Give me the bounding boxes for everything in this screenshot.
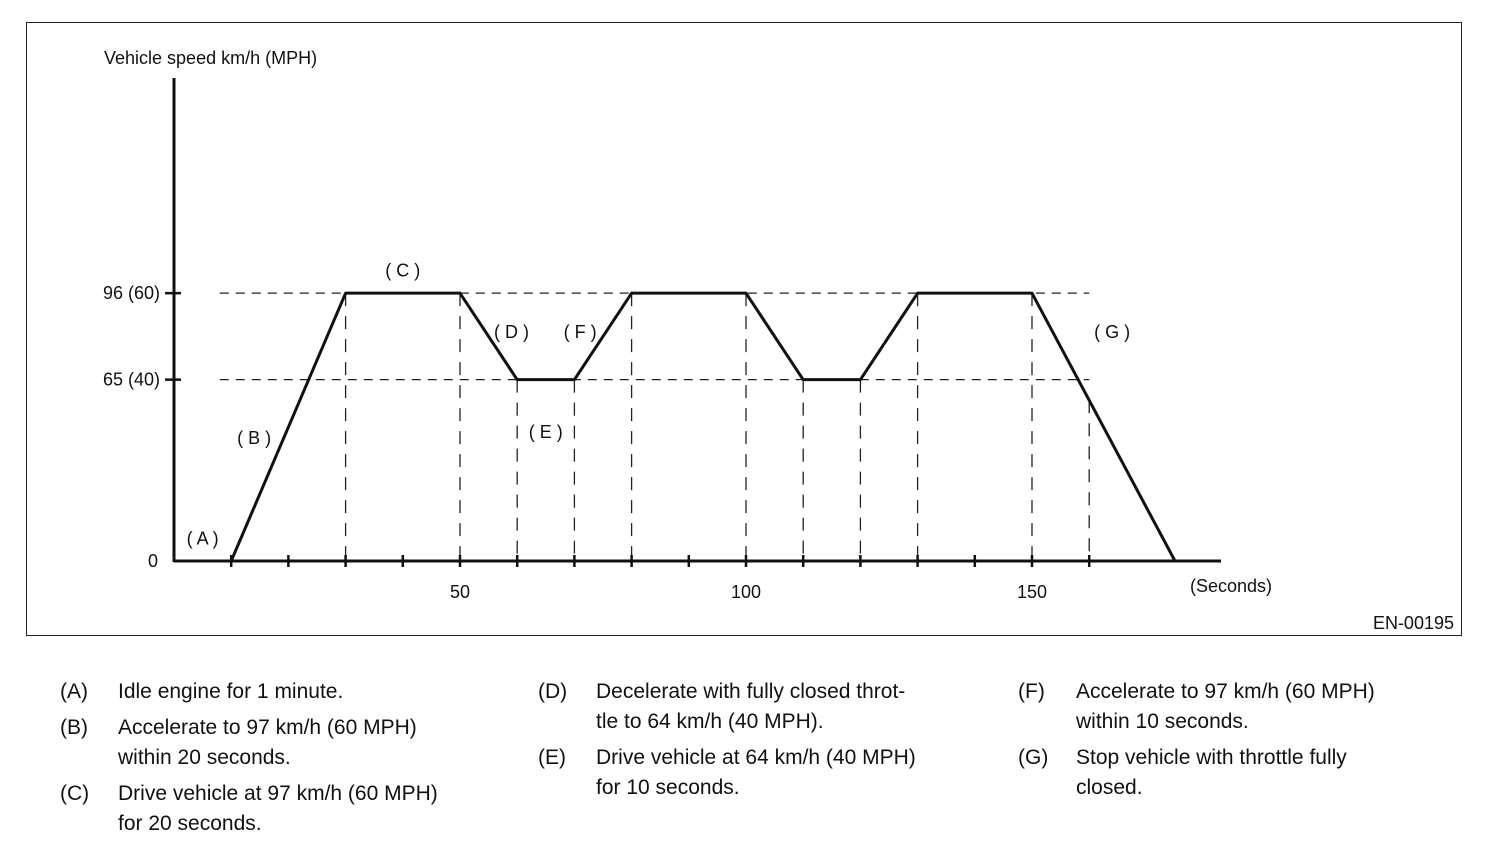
legend-key: (B): [60, 716, 88, 739]
legend-text-line: Accelerate to 97 km/h (60 MPH): [118, 716, 417, 739]
x-tick-label: 100: [730, 582, 762, 602]
x-tick-label: 50: [449, 582, 471, 602]
y-axis-label: Vehicle speed km/h (MPH): [104, 48, 318, 68]
legend-key: (E): [538, 746, 566, 769]
legend-text-line: Idle engine for 1 minute.: [118, 680, 344, 703]
y-tick-label: 65 (40): [102, 369, 160, 390]
phase-annotation: ( D ): [493, 321, 529, 342]
legend-text: [1076, 677, 1456, 737]
phase-annotation: ( A ): [186, 528, 219, 549]
legend-text-line: Stop vehicle with throttle fully: [1076, 746, 1347, 769]
legend-key: (F): [1018, 680, 1045, 703]
phase-annotation: ( B ): [237, 427, 272, 448]
legend-text-line: tle to 64 km/h (40 MPH).: [596, 710, 824, 733]
legend-text-line: Decelerate with fully closed throt-: [596, 680, 906, 703]
legend-text-line: Drive vehicle at 97 km/h (60 MPH): [118, 782, 438, 805]
legend-key: (A): [60, 680, 88, 703]
legend-text: [1076, 743, 1456, 803]
legend-text: [118, 779, 498, 839]
legend-text-line: Accelerate to 97 km/h (60 MPH): [1076, 680, 1375, 703]
phase-annotation: ( G ): [1094, 321, 1131, 342]
phase-annotation: ( C ): [385, 260, 421, 281]
speed-profile-line: [174, 293, 1175, 561]
legend-key: (G): [1018, 746, 1049, 769]
legend-key: (C): [60, 782, 90, 805]
legend-text-line: within 20 seconds.: [118, 746, 291, 769]
legend-text-line: closed.: [1076, 776, 1143, 799]
phase-annotation: ( E ): [528, 422, 563, 443]
legend-text-line: Drive vehicle at 64 km/h (40 MPH): [596, 746, 916, 769]
legend-text: [596, 743, 976, 803]
y-tick-label: 96 (60): [102, 283, 160, 304]
legend-text: [118, 677, 498, 707]
legend-text: [596, 677, 976, 737]
figure-id: EN-00195: [1372, 613, 1454, 633]
legend-text-line: for 10 seconds.: [596, 776, 740, 799]
legend-text: [118, 713, 498, 773]
phase-annotation: ( F ): [563, 321, 597, 342]
legend-text-line: for 20 seconds.: [118, 812, 262, 835]
x-tick-label: 150: [1016, 582, 1048, 602]
legend-text-line: within 10 seconds.: [1076, 710, 1249, 733]
legend-key: (D): [538, 680, 568, 703]
y-tick-label: 0: [147, 551, 158, 571]
x-axis-label: (Seconds): [1190, 576, 1273, 596]
